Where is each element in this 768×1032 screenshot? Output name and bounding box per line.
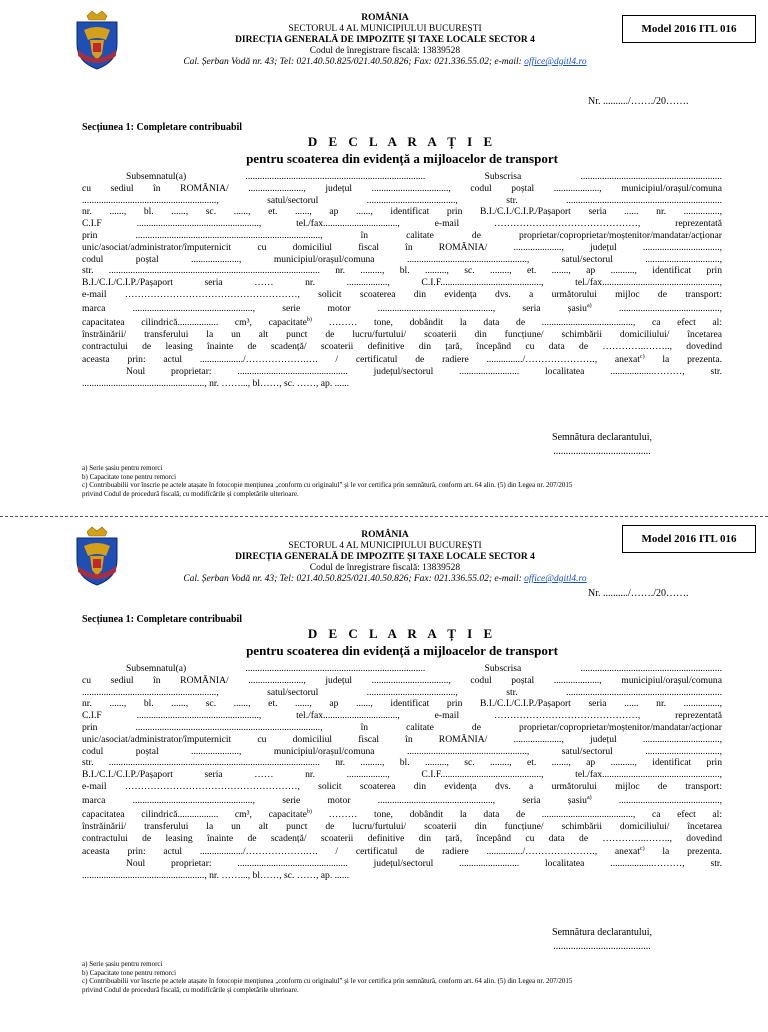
sector-heading: SECTORUL 4 AL MUNICIPIULUI BUCUREȘTI	[288, 24, 482, 34]
section-heading: Secțiunea 1: Completare contribuabil	[82, 122, 243, 133]
signature-line: .......................................	[553, 941, 651, 952]
country-heading: ROMÂNIA	[361, 530, 409, 540]
subtitle-text: pentru scoaterea din evidență a mijloacelor de transport	[246, 643, 558, 658]
fiscal-code: Codul de înregistrare fiscală: 13839528	[309, 563, 461, 573]
form-line: ..................................................., nr. ……..., bl……, sc. ……, ap. ......	[82, 870, 350, 882]
form-line: C.I.F ..................................................., tel./fax..............................., e-mail ………………………………………, reprezentată	[82, 218, 722, 230]
form-line: capacitatea cilindrică................. cm³, capacitate$^{b)}$ ……… tone, dobândit la data de ......................................, ca efect al:	[82, 316, 722, 328]
form-line: str. ........................................................................................ nr. ........., bl. ........., sc. ........, et. ......., ap .........., identificat prin	[82, 265, 722, 277]
country-heading: ROMÂNIA	[361, 13, 409, 23]
page-divider	[0, 516, 768, 517]
form-line: înstrăinării/ transferului la un alt punct de lucru/furtului/ scoaterii din funcțiune/ schimbării domiciliului/ încetarea	[82, 820, 722, 832]
form-line: Noul proprietar: .............................................. județul/sectorul ......................... localitatea ..................………, str.	[126, 858, 722, 870]
form-line: e-mail ………………………………………………, solicit scoaterea din evidența dvs. a următorului mijloc de transport:	[82, 780, 722, 792]
declaration-title	[82, 134, 722, 167]
title-text: D E C L A R A Ț I E	[307, 134, 497, 149]
form-line: ..................................................., nr. ……..., bl……, sc. ……, ap. ......	[82, 378, 350, 390]
form-line: contractului de leasing înainte de scadență/ scoaterii definitive din țară, începând cu data de …………..…….., dovedind	[82, 340, 722, 352]
coat-of-arms-icon	[72, 10, 122, 70]
address-line: Cal. Șerban Vodă nr. 43; Tel: 021.40.50.825/021.40.50.826; Fax: 021.336.55.02; e-mail: office@dgitl4.ro	[183, 574, 587, 584]
title-text: D E C L A R A Ț I E	[307, 626, 497, 641]
form-line: prin ............................................................................., în calitate de proprietar/coproprietar/moștenitor/mandatar/acționar	[82, 721, 722, 733]
declaration-title	[82, 626, 722, 659]
model-box: Model 2016 ITL 016	[622, 15, 756, 43]
form-line: ........................................................, satul/sectorul ....................................., str. .................................................................	[82, 686, 722, 698]
footnote-c-cont: privind Codul de procedură fiscală, cu modificările și completările ulterioare.	[82, 985, 299, 994]
form-line: Subsemnatul(a) ........................................................................... Subscrisa ...........................................................	[126, 171, 722, 182]
signature-line: .......................................	[553, 446, 651, 457]
footnote-a: a) Serie șasiu pentru remorci	[82, 960, 163, 968]
form-line: marca .................................................., serie motor ................................................, seria șasiu$^{a)}$ ..........................................,	[82, 302, 722, 314]
form-line: ........................................................, satul/sectorul ....................................., str. .................................................................	[82, 194, 722, 206]
form-line: marca .................................................., serie motor ................................................, seria șasiu$^{a)}$ ..........................................,	[82, 794, 722, 806]
registration-number: Nr. ........../……./20…….	[588, 588, 689, 599]
form-line: cu sediul în ROMÂNIA/ ......................., județul ................................, codul poștal ..................., municipiul/orașul/comuna	[82, 674, 722, 686]
header-block	[140, 13, 630, 68]
footnote-b: b) Capacitate tone pentru remorci	[82, 968, 177, 977]
signature-label: Semnătura declarantului,	[552, 927, 652, 938]
form-copy-2	[0, 520, 768, 1032]
form-line: capacitatea cilindrică................. cm³, capacitate$^{b)}$ ……… tone, dobândit la data de ......................................, ca efect al:	[82, 808, 722, 820]
form-line: e-mail ………………………………………………, solicit scoaterea din evidența dvs. a următorului mijloc de transport:	[82, 288, 722, 300]
footnote-c-cont: privind Codul de procedură fiscală, cu modificările și completările ulterioare.	[82, 489, 299, 498]
footnote-c: c) Contribuabilii vor înscrie pe actele atașate în fotocopie mențiunea „conform cu originalul” și le vor certifica prin semnătură, conform art. 64 alin. (5) din Legea nr. 207/2015	[82, 977, 573, 986]
email-link[interactable]: office@dgitl4.ro	[524, 57, 587, 67]
section-heading: Secțiunea 1: Completare contribuabil	[82, 614, 243, 625]
footnote-c: c) Contribuabilii vor înscrie pe actele atașate în fotocopie mențiunea „conform cu originalul” și le vor certifica prin semnătură, conform art. 64 alin. (5) din Legea nr. 207/2015	[82, 481, 573, 490]
form-body	[82, 171, 722, 390]
header-block	[140, 530, 630, 585]
form-line: contractului de leasing înainte de scadență/ scoaterii definitive din țară, începând cu data de …………..…….., dovedind	[82, 832, 722, 844]
footnote-b: b) Capacitate tone pentru remorci	[82, 472, 177, 481]
form-line: str. ........................................................................................ nr. ........., bl. ........., sc. ........, et. ......., ap .........., identificat prin	[82, 757, 722, 769]
form-body	[82, 663, 722, 882]
form-line: nr. ......, bl. ......, sc. ......, et. ......, ap ......, identificat prin B.I./C.I./C.I.P./Pașaport seria ...... nr. ...............,	[82, 206, 722, 218]
form-line: unic/asociat/administrator/împuternicit cu domiciliul fiscal în ROMÂNIA/ ...................., județul ................................,	[82, 241, 722, 253]
subtitle-text: pentru scoaterea din evidență a mijloacelor de transport	[246, 151, 558, 166]
address-line: Cal. Șerban Vodă nr. 43; Tel: 021.40.50.825/021.40.50.826; Fax: 021.336.55.02; e-mail: office@dgitl4.ro	[183, 57, 587, 67]
form-line: B.I./C.I./C.I.P./Pașaport seria …… nr. ................., C.I.F.........................................., tel./fax.................................................,	[82, 277, 722, 289]
form-line: Subsemnatul(a) ........................................................................... Subscrisa ...........................................................	[126, 663, 722, 674]
form-line: nr. ......, bl. ......, sc. ......, et. ......, ap ......, identificat prin B.I./C.I./C.I.P./Pașaport seria ...... nr. ...............,	[82, 698, 722, 710]
form-line: unic/asociat/administrator/împuternicit cu domiciliul fiscal în ROMÂNIA/ ...................., județul ................................,	[82, 733, 722, 745]
directorate-heading: DIRECȚIA GENERALĂ DE IMPOZITE ȘI TAXE LOCALE SECTOR 4	[235, 552, 535, 562]
form-line: prin ............................................................................., în calitate de proprietar/coproprietar/moștenitor/mandatar/acționar	[82, 229, 722, 241]
fiscal-code: Codul de înregistrare fiscală: 13839528	[309, 46, 461, 56]
email-link[interactable]: office@dgitl4.ro	[524, 574, 587, 584]
sector-heading: SECTORUL 4 AL MUNICIPIULUI BUCUREȘTI	[288, 541, 482, 551]
footnotes	[82, 464, 722, 498]
form-line: înstrăinării/ transferului la un alt punct de lucru/furtului/ scoaterii din funcțiune/ schimbării domiciliului/ încetarea	[82, 328, 722, 340]
form-line: C.I.F ..................................................., tel./fax..............................., e-mail ………………………………………, reprezentată	[82, 710, 722, 722]
coat-of-arms-icon	[72, 526, 122, 586]
signature-block	[512, 926, 692, 954]
model-box: Model 2016 ITL 016	[622, 525, 756, 553]
footnotes	[82, 960, 722, 994]
form-line: aceasta prin: actul ................../……………….…. / certificatul de radiere .............../…………………., anexat$^{c)}$ la prezenta.	[82, 846, 722, 858]
form-line: aceasta prin: actul ................../……………….…. / certificatul de radiere .............../…………………., anexat$^{c)}$ la prezenta.	[82, 354, 722, 366]
registration-number: Nr. ........../……./20…….	[588, 96, 689, 107]
footnote-a: a) Serie șasiu pentru remorci	[82, 464, 163, 472]
directorate-heading: DIRECȚIA GENERALĂ DE IMPOZITE ȘI TAXE LOCALE SECTOR 4	[235, 35, 535, 45]
form-line: codul poștal ...................., municipiul/orașul/comuna .................................................., satul/sectorul ...............................,	[82, 253, 722, 265]
signature-block	[512, 431, 692, 459]
form-line: Noul proprietar: .............................................. județul/sectorul ......................... localitatea ..................………, str.	[126, 366, 722, 378]
form-line: B.I./C.I./C.I.P./Pașaport seria …… nr. ................., C.I.F.........................................., tel./fax.................................................,	[82, 769, 722, 781]
form-line: codul poștal ...................., municipiul/orașul/comuna .................................................., satul/sectorul ...............................,	[82, 745, 722, 757]
signature-label: Semnătura declarantului,	[552, 432, 652, 443]
form-line: cu sediul în ROMÂNIA/ ......................., județul ................................, codul poștal ..................., municipiul/orașul/comuna	[82, 182, 722, 194]
form-copy-1	[0, 0, 768, 512]
